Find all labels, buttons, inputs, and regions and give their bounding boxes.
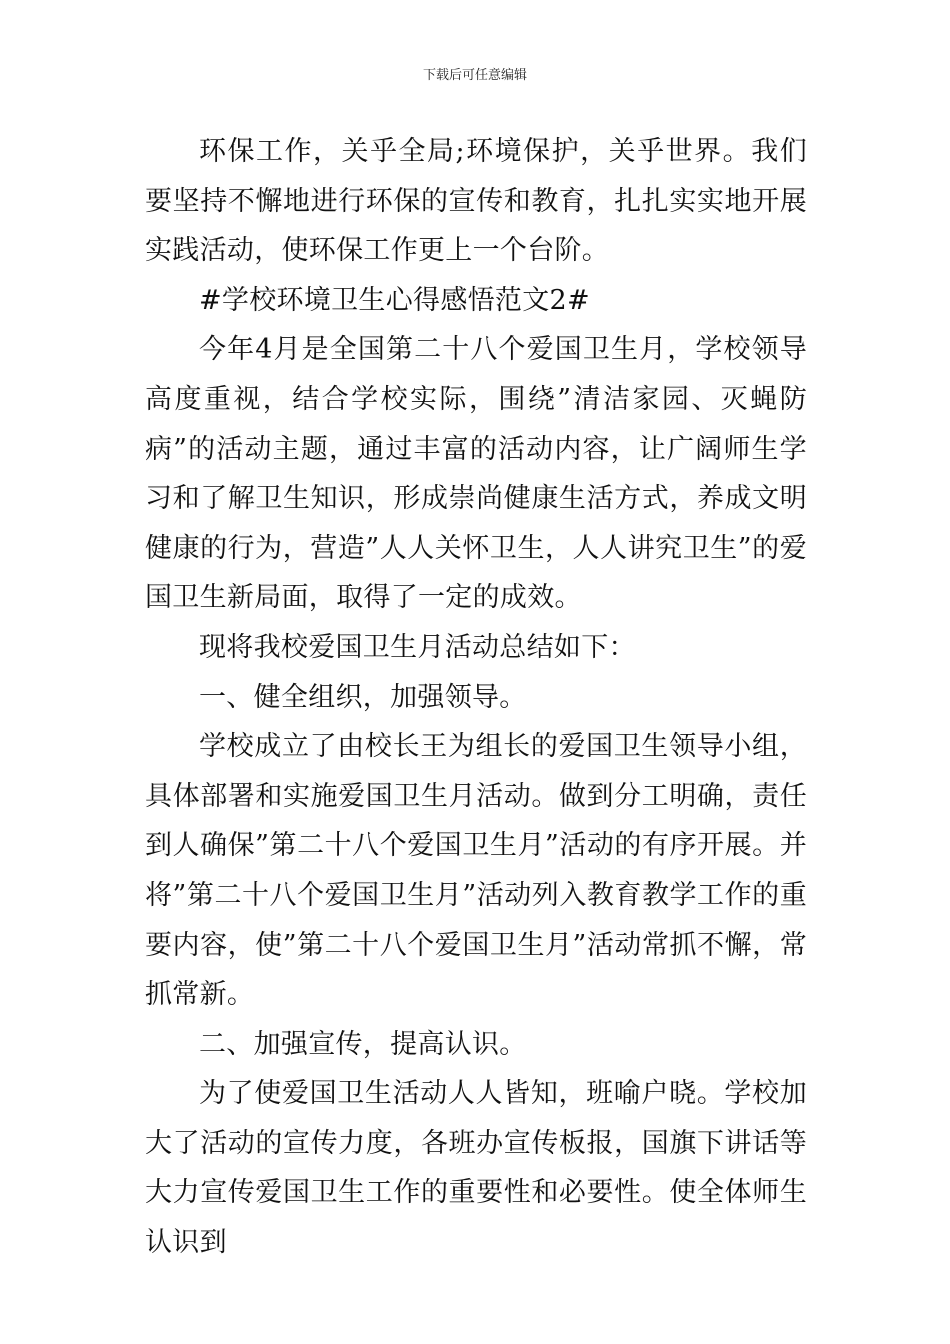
section-heading-essay-2: #学校环境卫生心得感悟范文2# <box>199 284 590 316</box>
paragraph-summary-intro: 现将我校爱国卫生月活动总结如下： <box>199 631 636 663</box>
page-header-note: 下载后可任意编辑 <box>422 68 527 83</box>
paragraph-leadership-group: 学校成立了由校长王为组长的爱国卫生领导小组，具体部署和实施爱国卫生月活动。做到分工明确，责任到人确保”第二十八个爱国卫生月”活动的有序开展。并将”第二十八个爱国卫生月”活动列入教育教学工作的重要内容，使”第二十八个爱国卫生月”活动常抓不懈，常抓常新。 <box>145 731 807 1011</box>
section-heading-organization: 一、健全组织，加强领导。 <box>199 681 527 713</box>
paragraph-april-health-month: 今年4月是全国第二十八个爱国卫生月，学校领导高度重视，结合学校实际，围绕”清洁家园、灭蝇防病”的活动主题，通过丰富的活动内容，让广阔师生学习和了解卫生知识，形成崇尚健康生活方式，养成文明健康的行为，营造”人人关怀卫生，人人讲究卫生”的爱国卫生新局面，取得了一定的成效。 <box>145 334 807 614</box>
paragraph-environment-summary: 环保工作，关乎全局;环境保护，关乎世界。我们要坚持不懈地进行环保的宣传和教育，扎扎实实地开展实践活动，使环保工作更上一个台阶。 <box>145 136 807 267</box>
document-body <box>145 127 807 1268</box>
section-heading-publicity: 二、加强宣传，提高认识。 <box>199 1028 527 1060</box>
paragraph-publicity-efforts: 为了使爱国卫生活动人人皆知，班喻户晓。学校加大了活动的宣传力度，各班办宣传板报，国旗下讲话等大力宣传爱国卫生工作的重要性和必要性。使全体师生认识到 <box>145 1078 807 1259</box>
